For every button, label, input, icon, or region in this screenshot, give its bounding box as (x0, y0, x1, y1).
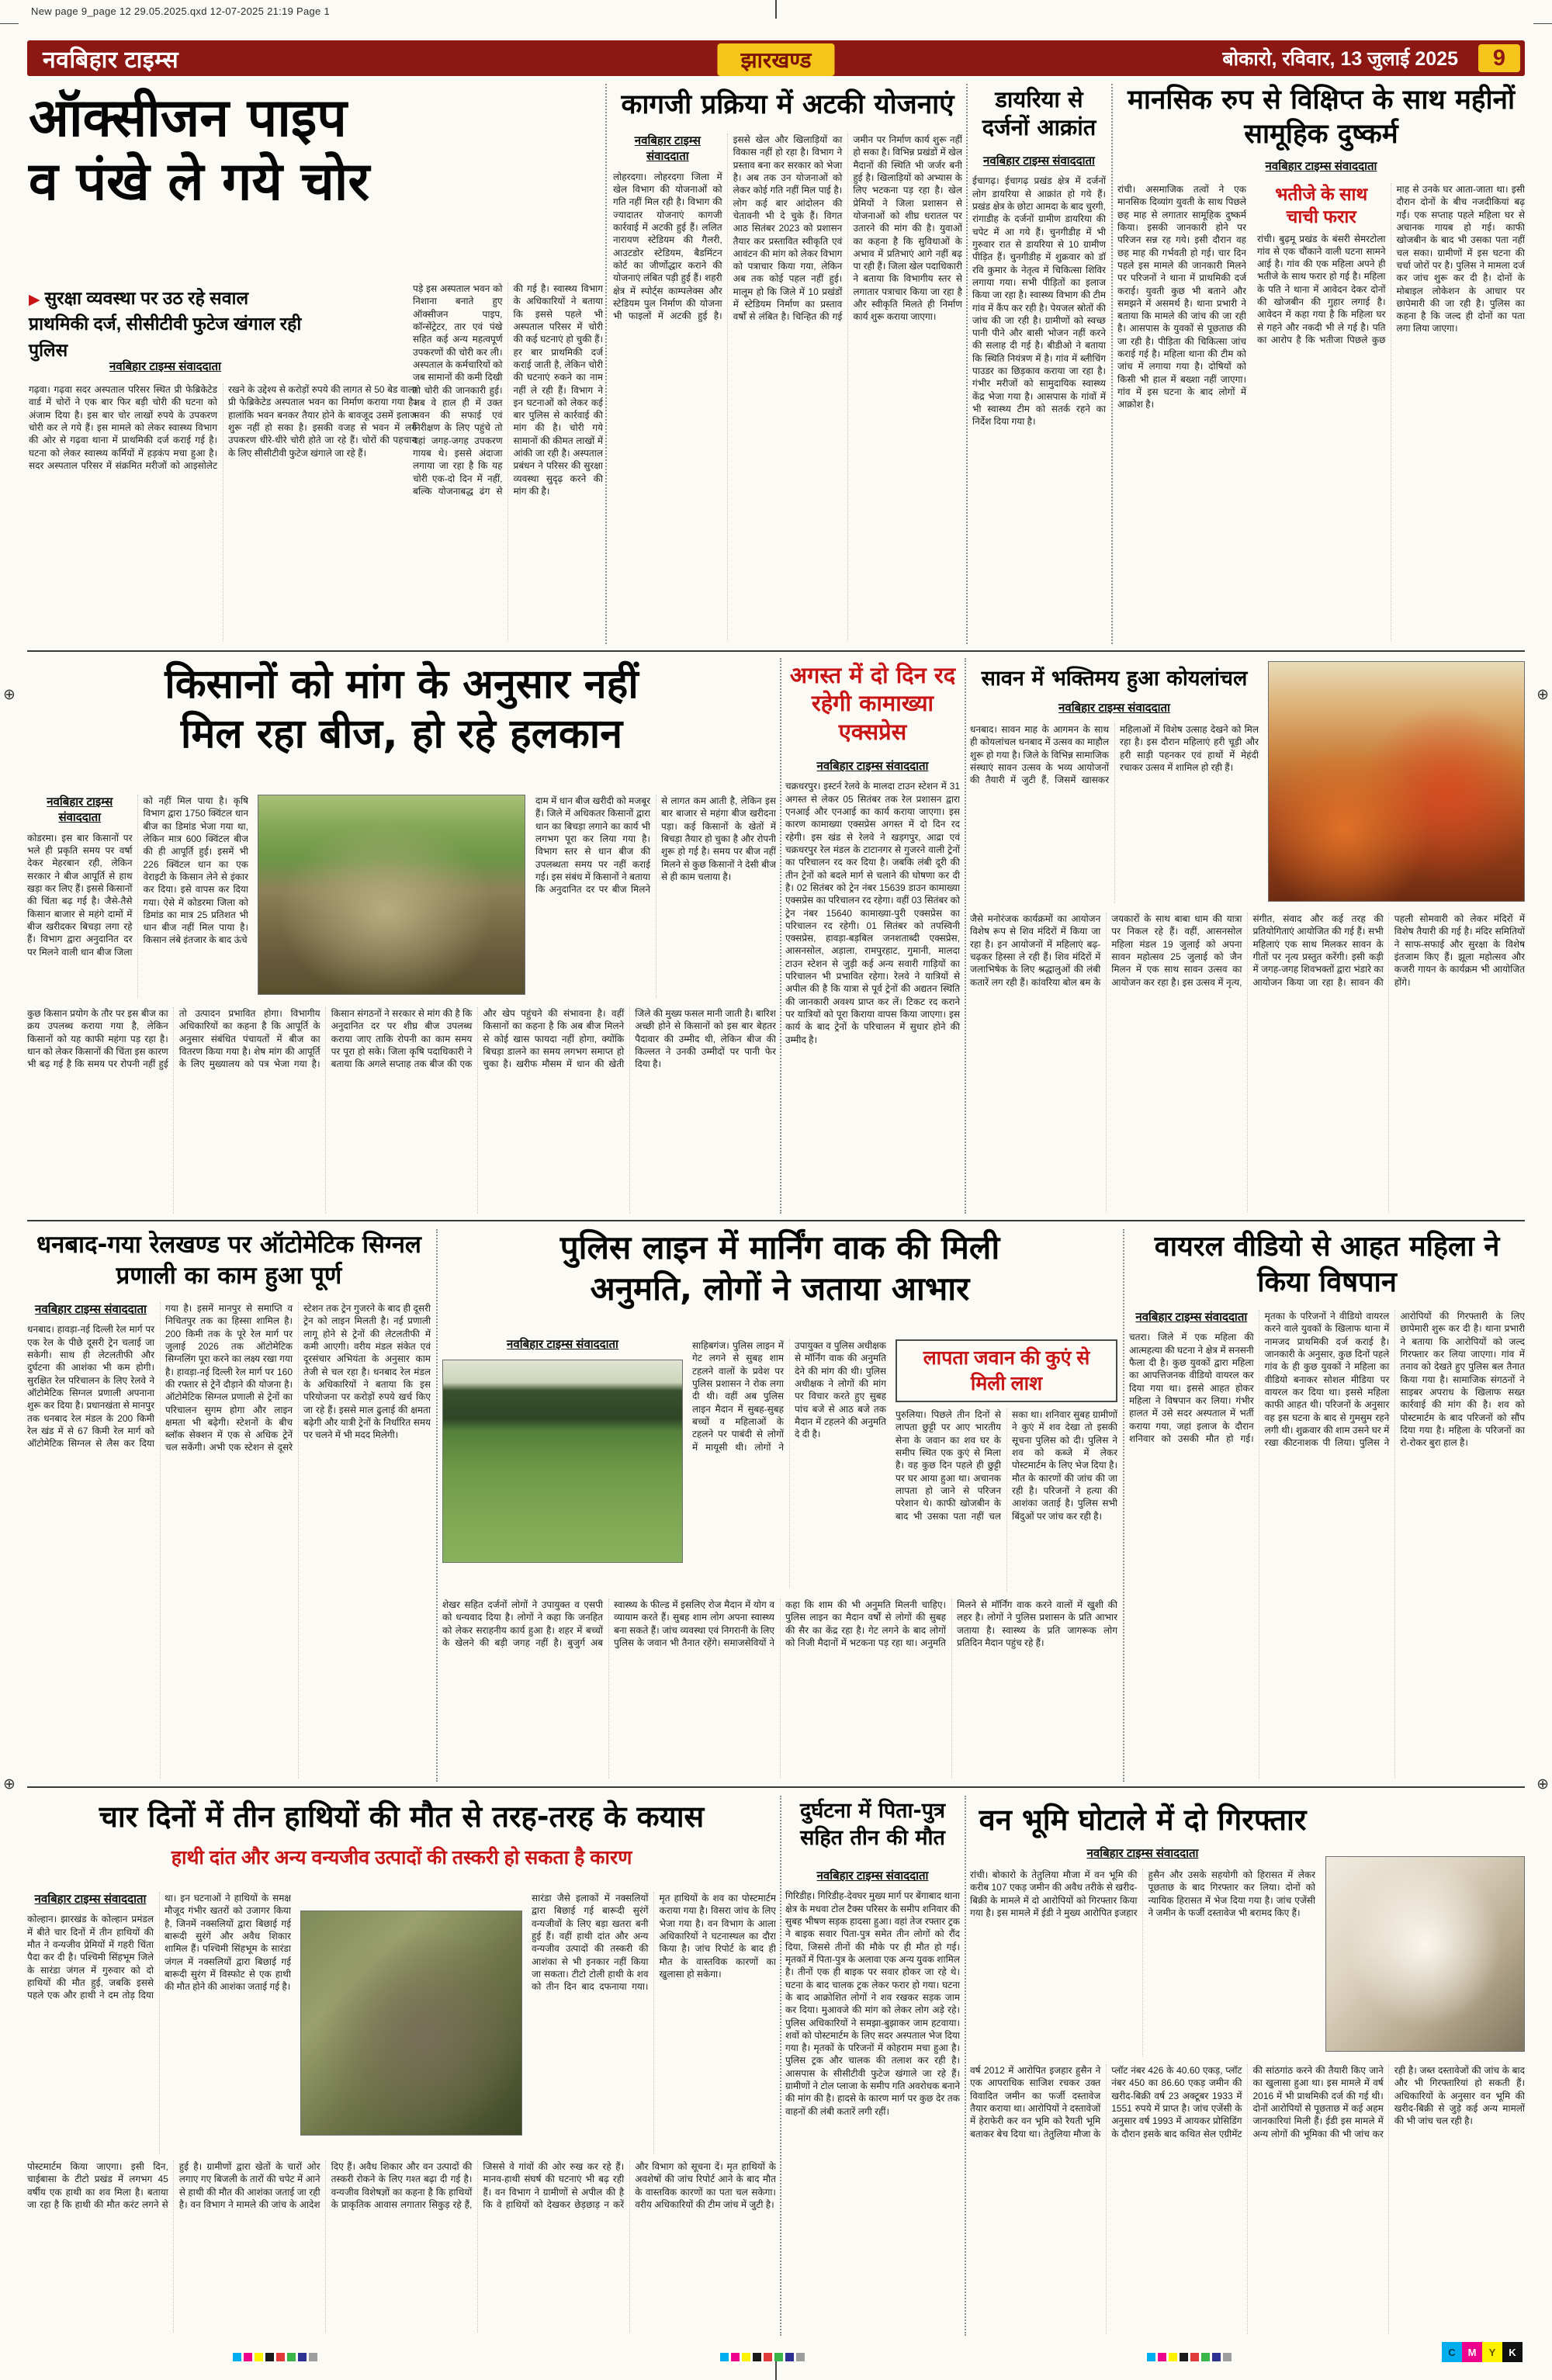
article-morning-walk (442, 1228, 1117, 1783)
sub-article-missing-soldier (896, 1339, 1117, 1592)
article-body: चतरा। जिले में एक महिला की आत्महत्या की घटना ने क्षेत्र में सनसनी फैला दी है। कुछ युवकों द्वारा महिला का आपत्तिजनक वीडियो वायरल कर दिया गया था। इससे आहत होकर महिला ने विषपान कर लिया। गंभीर हालत में उसे सदर अस्पताल में भर्ती कराया गया, जहां इलाज के दौरान शनिवार को उसकी मौत हो गई। मृतका के परिजनों ने वीडियो वायरल करने वाले युवकों के खिलाफ थाना में नामजद प्राथमिकी दर्ज कराई है। जानकारी के अनुसार, कुछ दिनों पहले गांव के ही कुछ युवकों ने महिला का वीडियो बनाकर सोशल मीडिया पर वायरल कर दिया था। इससे महिला काफी आहत थी। परिजनों के अनुसार वह इस घटना के बाद से गुमसुम रहने लगी थी। शुक्रवार की शाम उसने घर में रखा कीटनाशक पी लिया। पुलिस ने आरोपियों की गिरफ्तारी के लिए छापेमारी शुरू कर दी है। थाना प्रभारी ने बताया कि आरोपियों को जल्द गिरफ्तार कर लिया जाएगा। गांव में तनाव को देखते हुए पुलिस बल तैनात किया गया है। सामाजिक संगठनों ने साइबर अपराध के खिलाफ सख्त कार्रवाई की मांग की है। शव को पोस्टमार्टम के बाद परिजनों को सौंप दिया गया है। महिला के परिजनों का रो-रोकर बुरा हाल है। (1129, 1311, 1525, 1449)
edition-badge: झारखण्ड (717, 43, 834, 76)
masthead-bar (27, 40, 1525, 76)
article-body: गढ़वा। गढ़वा सदर अस्पताल परिसर स्थित प्री फेब्रिकेटेड वार्ड में चोरों ने एक बार फिर बड़ी चोरी की घटना को अंजाम दिया है। इस बार चोर लाखों रुपये के उपकरण चोरी कर ले गये हैं। इस मामले को लेकर स्वास्थ्य विभाग की ओर से गढ़वा थाना में प्राथमिकी दर्ज कराई गई है। घटना को लेकर स्वास्थ्य कर्मियों में हड़कंप मचा हुआ है। सदर अस्पताल परिसर में संक्रमित मरीजों को आइसोलेट रखने के उद्देश्य से करोड़ों रुपये की लागत से 50 बेड वाला प्री फेब्रिकेटेड अस्पताल भवन का निर्माण कराया गया है। हालांकि भवन बनकर तैयार होने के बावजूद उसमें इलाज शुरू नहीं हो सका है। इसकी वजह से भवन में लगे उपकरण धीरे-धीरे चोरी होते जा रहे हैं। चोरों की पहचान के लिए सीसीटीवी फुटेज खंगाले जा रहे हैं। (29, 384, 417, 471)
dateline: बोकारो, रविवार, 13 जुलाई 2025 (1222, 48, 1458, 70)
yellow-block: Y (1482, 2342, 1502, 2362)
byline: नवबिहार टाइम्स संवाददाता (634, 134, 701, 164)
article-body-wrap (27, 795, 248, 998)
cyan-block: C (1442, 2342, 1462, 2362)
article-body: गिरिडीह। गिरिडीह-देवघर मुख्य मार्ग पर बेंगाबाद थाना क्षेत्र के मधवा टोल टैक्स परिसर के समीप शनिवार की सुबह भीषण सड़क हादसा हुआ। वहां तेज रफ्तार ट्रक ने बाइक सवार पिता-पुत्र समेत तीन लोगों को रौंद दिया, जिससे तीनों की मौके पर ही मौत हो गई। मृतकों में पिता-पुत्र के अलावा एक अन्य युवक शामिल है। तीनों एक ही बाइक पर सवार होकर जा रहे थे। घटना के बाद चालक ट्रक लेकर फरार हो गया। घटना के बाद आक्रोशित लोगों ने शव रखकर सड़क जाम कर दिया। मुआवजे की मांग को लेकर लोग अड़े रहे। पुलिस अधिकारियों ने समझा-बुझाकर जाम हटवाया। शवों को पोस्टमार्टम के लिए सदर अस्पताल भेज दिया गया है। मृतकों के परिजनों में कोहराम मचा हुआ है। पुलिस ट्रक और चालक की तलाश कर रही है। आसपास के सीसीटीवी फुटेज खंगाले जा रहे हैं। ग्रामीणों ने टोल प्लाजा के समीप गति अवरोधक बनाने की मांग की है। हादसे के कारण मार्ग पर कुछ देर तक वाहनों की लंबी कतारें लगी रहीं। (785, 1890, 960, 2117)
article-headline: कागजी प्रक्रिया में अटकी योजनाएं (621, 89, 954, 120)
article-kamakhya-express (785, 656, 960, 1217)
article-road-accident (785, 1794, 960, 2337)
headline-line: मिल रहा बीज, हो रहे हलकान (180, 711, 623, 758)
magenta-block: M (1462, 2342, 1482, 2362)
crop-mark (1533, 23, 1552, 24)
byline: नवबिहार टाइम्स संवाददाता (816, 760, 929, 773)
divider (27, 1220, 1525, 1221)
registration-mark-icon: ⊕ (3, 1776, 16, 1793)
article-forest-land-scam (970, 1794, 1525, 2337)
article-subheadline: हाथी दांत और अन्य वन्यजीव उत्पादों की तस्करी हो सकता है कारण (171, 1847, 632, 1869)
article-headline: अगस्त में दो दिन रद रहेगी कामाख्या एक्सप्रेस (789, 662, 956, 745)
color-registration-strip (720, 2353, 805, 2361)
divider (27, 1786, 1525, 1788)
article-oxygen-theft (27, 82, 603, 646)
divider (965, 658, 966, 1214)
article-body: ईचागढ़। ईचागढ़ प्रखंड क्षेत्र में दर्जनों लोग डायरिया से आक्रांत हो गये हैं। प्रखंड क्षेत्र के छोटा आमदा के बाद चुरगी, रांगाडीह के दर्जनों ग्रामीण डायरिया की चपेट में आ गये हैं। चुनगीडीह में भी गुरुवार रात से डायरिया से 10 ग्रामीण पीड़ित हैं। चुनगीडीह में शुक्रवार को डॉ रवि कुमार के नेतृत्व में चिकित्सा शिविर लगाया गया। सभी पीड़ितों का इलाज किया जा रहा है। स्वास्थ्य विभाग की टीम गांव में कैंप कर रही है। पेयजल स्रोतों की जांच की जा रही है। ग्रामीणों को स्वच्छ पानी पीने और बासी भोजन नहीं करने की सलाह दी गई है। बीडीओ ने बताया कि स्थिति नियंत्रण में है। गांव में ब्लीचिंग पाउडर का छिड़काव कराया जा रहा है। गंभीर मरीजों को सामुदायिक स्वास्थ्य केंद्र भेजा गया है। आसपास के गांवों में भी स्वास्थ्य टीम को सतर्क रहने का निर्देश दिया गया है। (972, 175, 1106, 428)
registration-mark-icon: ⊕ (3, 687, 16, 703)
article-body: सारंडा जैसे इलाकों में नक्सलियों द्वारा बिछाई गई बारूदी सुरंगें वन्यजीवों के लिए बड़ा खतरा बनी हुई हैं। वहीं हाथी दांत और अन्य वन्यजीव उत्पादों की तस्करी की आशंका से भी इनकार नहीं किया जा सकता। टीटो टोली हाथी के शव को तीन दिन बाद दफनाया गया। मृत हाथियों के शव का पोस्टमार्टम कराया गया है। विसरा जांच के लिए भेजा गया है। वन विभाग के आला अधिकारियों ने घटनास्थल का दौरा किया है। जांच रिपोर्ट के बाद ही मौत के वास्तविक कारणों का खुलासा हो सकेगा। (532, 1893, 776, 1993)
print-slug-line: New page 9_page 12 29.05.2025.qxd 12-07-2025 21:19 Page 1 (31, 5, 331, 17)
article-body-wrap (27, 1892, 291, 2154)
article-headline: धनबाद-गया रेलखण्ड पर ऑटोमेटिक सिग्नल प्रणाली का काम हुआ पूर्ण (36, 1231, 421, 1290)
article-body-wrap (972, 154, 1106, 641)
article-sawan-festivity (970, 656, 1525, 1217)
sub-article-headline: लापता जवान की कुएं से मिली लाश (896, 1339, 1117, 1402)
byline: नवबिहार टाइम्स संवाददाता (983, 154, 1095, 168)
article-body: शेखर सहित दर्जनों लोगों ने उपायुक्त व एसपी को धन्यवाद दिया है। लोगों ने कहा कि जनहित को लेकर सराहनीय कार्य हुआ है। शहर में बच्चों के खेलने की बड़ी जगह नहीं है। बुजुर्ग अब स्वास्थ्य के फील्ड में इसलिए रोज मैदान में योग व व्यायाम करते हैं। सुबह शाम लोग अपना स्वास्थ्य बना सकते हैं। जांच व्यवस्था एवं निगरानी के लिए पुलिस के जवान भी तैनात रहेंगे। समाजसेवियों ने कहा कि शाम की भी अनुमति मिलनी चाहिए। पुलिस लाइन का मैदान वर्षों से लोगों की सुबह की सैर का केंद्र रहा है। गेट लगने के बाद लोगों को निजी मैदानों में भटकना पड़ रहा था। अनुमति मिलने से मॉर्निंग वाक करने वालों में खुशी की लहर है। लोगों ने पुलिस प्रशासन के प्रति आभार जताया है। स्वास्थ्य के प्रति जागरूक लोग प्रतिदिन मैदान पहुंच रहे हैं। (442, 1599, 1117, 1648)
article-headline (27, 656, 776, 760)
article-body: कोल्हान। झारखंड के कोल्हान प्रमंडल में बीते चार दिनों में तीन हाथियों की मौत ने वन्यजीव प्रेमियों में गहरी चिंता पैदा कर दी है। पश्चिमी सिंहभूम जिले के सारंडा जंगल में गुरुवार को दो हाथियों की मौत हुई, जबकि इससे पहले एक और हाथी ने दम तोड़ दिया था। इन घटनाओं ने हाथियों के समक्ष मौजूद गंभीर खतरों को उजागर किया है, जिनमें नक्सलियों द्वारा बिछाई गई बारूदी सुरंगें और अवैध शिकार शामिल हैं। पश्चिमी सिंहभूम के सारंडा जंगल में नक्सलियों द्वारा बिछाई गई बारूदी सुरंग में विस्फोट से एक हाथी की मौत होने की आशंका जताई गई है। (27, 1893, 291, 2001)
crop-mark (0, 23, 19, 24)
divider (1123, 1229, 1124, 1782)
color-registration-strip (1147, 2353, 1232, 2361)
article-headline: सावन में भक्तिमय हुआ कोयलांचल (981, 667, 1248, 691)
article-automatic-signal (27, 1228, 431, 1783)
headline-line: अनुमति, लोगों ने जताया आभार (590, 1269, 970, 1308)
divider (436, 1229, 438, 1782)
sub-article-body: पुरुलिया। पिछले तीन दिनों से लापता छुट्टी पर आए भारतीय सेना के जवान का शव घर के समीप स्थित एक कुएं से मिला है। वह कुछ दिन पहले ही छुट्टी पर घर आया हुआ था। अचानक लापता हो जाने से परिजन परेशान थे। काफी खोजबीन के बाद भी उसका पता नहीं चल सका था। शनिवार सुबह ग्रामीणों ने कुएं में शव देखा तो इसकी सूचना पुलिस को दी। पुलिस ने शव को कब्जे में लेकर पोस्टमार्टम के लिए भेज दिया है। मौत के कारणों की जांच की जा रही है। परिजनों ने हत्या की आशंका जताई है। पुलिस सभी बिंदुओं पर जांच कर रही है। (896, 1409, 1117, 1522)
article-headline (442, 1228, 1117, 1309)
article-body: जैसे मनोरंजक कार्यक्रमों का आयोजन विशेष रूप से शिव मंदिरों में किया जा रहा है। इन आयोजनों में महिलाएं बढ़-चढ़कर हिस्सा ले रही हैं। शिव मंदिरों में जलाभिषेक के लिए श्रद्धालुओं की लंबी कतारें लग रही हैं। कांवरिया बोल बम के जयकारों के साथ बाबा धाम की यात्रा पर निकल रहे हैं। वहीं, आसनसोल महिला मंडल 19 जुलाई को अपना सावन महोत्सव 25 जुलाई को जैन मिलन में एक साथ सावन उत्सव का आयोजन कर रहा है। इस उत्सव में नृत्य, संगीत, संवाद और कई तरह की प्रतियोगिताएं आयोजित की गई हैं। सभी महिलाएं एक साथ मिलकर सावन के गीतों पर नृत्य प्रस्तुत करेंगी। इसी कड़ी में जगह-जगह शिवभक्तों द्वारा भंडारे का आयोजन किया जा रहा है। सावन की पहली सोमवारी को लेकर मंदिरों में विशेष तैयारी की गई है। मंदिर समितियों ने साफ-सफाई और सुरक्षा के विशेष इंतजाम किए हैं। झूला महोत्सव और कजरी गायन के कार्यक्रम भी आयोजित होंगे। (970, 913, 1525, 988)
article-body: रांची। बोकारो के तेतुलिया मौजा में वन भूमि की करीब 107 एकड़ जमीन की अवैध तरीके से खरीद-बिक्री के मामले में दो आरोपियों को गिरफ्तार किया गया है। इस मामले में ईडी ने मुख्य आरोपित इजहार हुसैन और उसके सहयोगी को हिरासत में लेकर पूछताछ के बाद गिरफ्तार कर लिया। दोनों को न्यायिक हिरासत में भेज दिया गया है। जांच एजेंसी ने जमीन के फर्जी दस्तावेज भी बरामद किए हैं। (970, 1869, 1315, 1918)
crop-mark (775, 0, 777, 19)
byline: नवबिहार टाइम्स संवाददाता (35, 1303, 147, 1316)
sub-article-missing-aunt (1257, 183, 1525, 641)
kanwariya-procession-photo (1268, 661, 1525, 902)
article-body-wrap (1129, 1310, 1525, 1779)
byline: नवबिहार टाइम्स संवाददाता (816, 1869, 929, 1883)
article-viral-video-poison (1129, 1228, 1525, 1783)
article-seed-shortage (27, 656, 776, 1217)
divider (605, 84, 607, 644)
kicker-arrow-icon: ▶ (29, 292, 40, 308)
article-elephant-deaths (27, 1794, 776, 2337)
headline-line: किसानों को मांग के अनुसार नहीं (165, 661, 639, 708)
handcuffed-hands-photo (1325, 1856, 1525, 2052)
article-body: पड़े इस अस्पताल भवन को निशाना बनाते हुए ऑक्सीजन पाइप, कॉन्सेंट्रेटर, तार एवं पंखे सहित कई अन्य महत्वपूर्ण उपकरणों की चोरी कर ली। अस्पताल के कर्मचारियों को जब सामानों की कमी दिखी तो चोरी की जानकारी हुई। जब वे हाल ही में उक्त भवन की सफाई एवं निरीक्षण के लिए पहुंचे तो वहां जगह-जगह उपकरण गायब थे। इससे अंदाजा लगाया जा रहा है कि यह चोरी एक-दो दिन में नहीं, बल्कि योजनाबद्ध ढंग से की गई है। स्वास्थ्य विभाग के अधिकारियों ने बताया कि इससे पहले भी अस्पताल परिसर में चोरी की कई घटनाएं हो चुकी हैं। हर बार प्राथमिकी दर्ज कराई जाती है, लेकिन चोरी की घटनाएं रुकने का नाम नहीं ले रही हैं। विभाग ने इन घटनाओं को लेकर कई बार पुलिस से कार्रवाई की मांग की है। चोरी गये सामानों की कीमत लाखों में आंकी जा रही है। अस्पताल प्रबंधन ने परिसर की सुरक्षा व्यवस्था सुदृढ़ करने की मांग की है। (413, 283, 603, 497)
article-body-wrap (785, 759, 960, 1214)
byline: नवबिहार टाइम्स संवाददाता (1086, 1847, 1199, 1860)
byline: नवबिहार टाइम्स संवाददाता (507, 1338, 618, 1351)
article-body: लोहरदगा। लोहरदगा जिला में खेल विभाग की योजनाओं को गति नहीं मिल रही है। विभाग की ज्यादातर योजनाएं कागजी कार्रवाई में अटकी हुई हैं। ललित नारायण स्टेडियम की गैलरी, आउटडोर स्टेडियम, बैडमिंटन कोर्ट का जीर्णोद्धार कराने की योजनाएं लंबित पड़ी हुई हैं। शहरी क्षेत्र में स्पोर्ट्स काम्पलेक्स और स्टेडियम पुल निर्माण की योजना भी फाइलों में अटकी हुई है। इससे खेल और खिलाड़ियों का विकास नहीं हो रहा है। विभाग ने प्रस्ताव बना कर सरकार को भेजा है। अब तक उन योजनाओं को लेकर कोई गति नहीं मिल पाई है। लोग कई बार आंदोलन की चेतावनी भी दे चुके हैं। विगत आठ सितंबर 2023 को प्रशासन तैयार कर प्रस्तावित स्वीकृति एवं आवंटन की मांग को लेकर विभाग को पत्राचार किया गया, लेकिन अब तक कोई पहल नहीं हुई। मालूम हो कि जिले में 10 प्रखंडों में स्टेडियम निर्माण का प्रस्ताव वर्षों से लंबित है। चिन्हित की गई जमीन पर निर्माण कार्य शुरू नहीं हो सका है। विभिन्न प्रखंडों में खेल मैदानों की स्थिति भी जर्जर बनी हुई है। खिलाड़ियों को अभ्यास के लिए भटकना पड़ रहा है। खेल प्रेमियों ने जिला प्रशासन से योजनाओं को शीघ्र धरातल पर उतारने की मांग की है। युवाओं का कहना है कि सुविधाओं के अभाव में प्रतिभाएं आगे नहीं बढ़ पा रही हैं। जिला खेल पदाधिकारी ने बताया कि विभागीय स्तर से लगातार पत्राचार किया जा रहा है और स्वीकृति मिलते ही निर्माण कार्य शुरू कराया जाएगा। (613, 134, 962, 323)
article-body: रांची। असमाजिक तत्वों ने एक मानसिक दिव्यांग युवती के साथ पिछले छह माह से लगातार सामूहिक दुष्कर्म किया। इसकी जानकारी होने पर परिजन सन्न रह गये। इसी दौरान वह छह माह की गर्भवती हो गई। चार दिन पहले इस मामले की जानकारी मिलने पर परिजनों ने थाना में प्राथमिकी दर्ज कराई। युवती कुछ भी बताने और समझने में असमर्थ है। थाना प्रभारी ने बताया कि मामले की जांच की जा रही है। आसपास के युवकों से पूछताछ की जा रही है। पीड़िता की चिकित्सा जांच कराई गई है। महिला थाना की टीम को जांच में लगाया गया है। दोषियों को किसी भी हाल में बख्शा नहीं जाएगा। गांव में इस घटना के बाद लोगों में आक्रोश है। (1117, 184, 1246, 411)
crop-mark (775, 2361, 777, 2380)
kicker-line: सुरक्षा व्यवस्था पर उठ रहे सवाल (44, 288, 249, 308)
sub-article-body: रांची। बुढ़मू प्रखंड के बंसरी सेमरटोला गांव से एक चौंकाने वाली घटना सामने आई है। गांव की एक महिला अपने ही भतीजे के साथ फरार हो गई है। महिला के पति ने थाना में आवेदन देकर दोनों की खोजबीन की गुहार लगाई है। आवेदन में कहा गया है कि महिला घर से गहने और नकदी भी ले गई है। पति का आरोप है कि भतीजा पिछले कुछ माह से उनके घर आता-जाता था। इसी दौरान दोनों के बीच नजदीकियां बढ़ गईं। एक सप्ताह पहले महिला घर से अचानक गायब हो गई। काफी खोजबीन के बाद भी उसका पता नहीं चल सका। ग्रामीणों में इस घटना की चर्चा जोरों पर है। पुलिस ने मामला दर्ज कर जांच शुरू कर दी है। दोनों के मोबाइल लोकेशन के आधार पर छापेमारी की जा रही है। पुलिस का कहना है कि जल्द ही दोनों का पता लगा लिया जाएगा। (1257, 184, 1525, 345)
article-body: धनबाद। हावड़ा-नई दिल्ली रेल मार्ग पर एक रेल के पीछे दूसरी ट्रेन चलाई जा सकेगी। साथ ही लेटलतीफी और दुर्घटना की आशंका भी कम होगी। सुरक्षित रेल परिचालन के लिए रेलवे ने ऑटोमेटिक सिग्नल प्रणाली अपनाना शुरू कर दिया है। प्रधानखंता से मानपुर तक धनबाद रेल मंडल के 200 किमी रेल खंड में से 67 किमी रेल मार्ग को ऑटोमेटिक सिग्नल से लैस कर दिया गया है। इसमें मानपुर से समाप्ति व निचितपुर तक का हिस्सा शामिल है। 200 किमी तक के पूरे रेल मार्ग पर जुलाई 2026 तक ऑटोमेटिक सिग्नलिंग पूरा करने का लक्ष्य रखा गया है। हावड़ा-नई दिल्ली रेल मार्ग पर 160 की रफ्तार से ट्रेनें दौड़ाने की योजना है। ऑटोमेटिक सिग्नल प्रणाली से ट्रेनों का परिचालन सुगम होगा और लाइन क्षमता भी बढ़ेगी। स्टेशनों के बीच ब्लॉक सेक्शन में एक से अधिक ट्रेनें चल सकेंगी। अभी एक स्टेशन से दूसरे स्टेशन तक ट्रेन गुजरने के बाद ही दूसरी ट्रेन को लाइन मिलती है। नई प्रणाली लागू होने से ट्रेनों की लेटलतीफी में कमी आएगी। वरीय मंडल संकेत एवं दूरसंचार अभियंता के अनुसार काम तेजी से चल रहा है। धनबाद रेल मंडल के अधिकारियों ने बताया कि इस परियोजना पर करोड़ों रुपये खर्च किए जा रहे हैं। इससे माल ढुलाई की क्षमता बढ़ेगी और यात्री ट्रेनों के निर्धारित समय पर चलने में भी मदद मिलेगी। (27, 1303, 431, 1453)
byline: नवबिहार टाइम्स संवाददाता (1058, 702, 1170, 715)
byline: नवबिहार टाइम्स संवाददाता (109, 360, 221, 373)
article-body: दाम में धान बीज खरीदी को मजबूर हैं। जिले में अधिकतर किसानों द्वारा धान का बिचड़ा लगाने का कार्य भी लगभग पूरा कर लिया गया है। विभाग स्तर से धान बीज की उपलब्धता समय पर नहीं कराई गई। इस संबंध में किसानों ने बताया कि अनुदानित दर पर बीज मिलने से लागत कम आती है, लेकिन इस बार बाजार से महंगा बीज खरीदना पड़ा। कई किसानों के खेतों में बिचड़ा तैयार हो चुका है और रोपनी शुरू हो गई है। समय पर बीज नहीं मिलने से कुछ किसानों ने देसी बीज से ही काम चलाया है। (535, 795, 776, 896)
article-body: कुछ किसान प्रयोग के तौर पर इस बीज का क्रय उपलब्ध कराया गया है, लेकिन किसानों को यह काफी महंगा पड़ रहा है। धान को लेकर किसानों की चिंता इस कारण भी बढ़ गई है कि समय पर रोपनी नहीं हुई तो उत्पादन प्रभावित होगा। विभागीय अधिकारियों का कहना है कि आपूर्ति के अनुसार संबंधित पंचायतों में बीज का वितरण किया गया है। शेष मांग की आपूर्ति के लिए मुख्यालय को पत्र भेजा गया है। किसान संगठनों ने सरकार से मांग की है कि अनुदानित दर पर शीघ्र बीज उपलब्ध कराया जाए ताकि रोपनी का काम समय पर पूरा हो सके। जिला कृषि पदाधिकारी ने बताया कि अगले सप्ताह तक बीज की एक और खेप पहुंचने की संभावना है। वहीं किसानों का कहना है कि अब बीज मिलने से कोई खास फायदा नहीं होगा, क्योंकि बिचड़ा डालने का समय लगभग समाप्त हो चुका है। खरीफ मौसम में धान की खेती जिले की मुख्य फसल मानी जाती है। बारिश अच्छी होने से किसानों को इस बार बेहतर पैदावार की उम्मीद थी, लेकिन बीज की किल्लत ने उनकी उम्मीदों पर पानी फेर दिया है। (27, 1008, 776, 1070)
article-headline: मानसिक रुप से विक्षिप्त के साथ महीनों सामूहिक दुष्कर्म (1127, 85, 1516, 150)
byline: नवबिहार टाइम्स संवाददाता (34, 1893, 147, 1906)
article-headline: चार दिनों में तीन हाथियों की मौत से तरह-तरह के कयास (99, 1800, 705, 1834)
headline-line: व पंखे ले गये चोर (29, 151, 370, 213)
article-body: वर्ष 2012 में आरोपित इजहार हुसैन ने एक आपराधिक साजिश रचकर उक्त विवादित जमीन का फर्जी दस्तावेज तैयार कराया था। आरोपियों ने दस्तावेजों में हेराफेरी कर वन भूमि को रैयती भूमि बताकर बेच दिया था। तेतुलिया मौजा के प्लॉट नंबर 426 के 40.60 एकड़, प्लॉट नंबर 450 का 86.60 एकड़ जमीन की खरीद-बिक्री वर्ष 23 अक्टूबर 1933 में 1551 रुपये में प्राप्त है। जांच एजेंसी के अनुसार वर्ष 1993 में आयकर प्रोसिडिंग के दौरान इसके बाद कथित सेल एग्रीमेंट की सांठगांठ करने की तैयारी किए जाने का खुलासा हुआ था। इस मामले में वर्ष 2016 में भी प्राथमिकी दर्ज की गई थी। दोनों आरोपियों से पूछताछ में कई अहम जानकारियां मिली हैं। ईडी इस मामले में अन्य लोगों की भूमिका की भी जांच कर रही है। जब्त दस्तावेजों की जांच के बाद और भी गिरफ्तारियां हो सकती हैं। अधिकारियों के अनुसार वन भूमि की खरीद-बिक्री से जुड़े कई अन्य मामलों की भी जांच चल रही है। (970, 2065, 1525, 2139)
article-headline: वन भूमि घोटाले में दो गिरफ्तार (979, 1803, 1307, 1837)
divider (780, 658, 781, 1214)
article-body: कोडरमा। इस बार किसानों पर भले ही प्रकृति समय पर वर्षा देकर मेहरबान रही, लेकिन सरकार ने बीज आपूर्ति से हाथ खड़ा कर लिए हैं। इससे किसानों की चिंता बढ़ गई है। जैसे-तैसे किसान बाजार से महंगे दामों में बीज खरीदकर बिचड़ा लगा रहे हैं। विभाग द्वारा अनुदानित दर पर मिलने वाली धान बीज जिला को नहीं मिल पाया है। कृषि विभाग द्वारा 1750 क्विंटल धान बीज का डिमांड भेजा गया था, लेकिन मात्र 600 क्विंटल बीज की ही आपूर्ति हुई। इसमें भी 226 क्विंटल धान का एक वेराइटी के किसान लेने से इंकार कर दिया। इसे वापस कर दिया गया। ऐसे में कोडरमा जिला को डिमांड का मात्र 25 प्रतिशत भी धान बीज नहीं मिल पाया है। किसान लंबे इंतजार के बाद ऊंचे (27, 795, 248, 958)
headline-line: ऑक्सीजन पाइप (29, 88, 347, 149)
byline: नवबिहार टाइम्स संवाददाता (1265, 160, 1377, 173)
registration-mark-icon: ⊕ (1536, 1776, 1549, 1793)
divider (780, 1796, 781, 2336)
divider (27, 650, 1525, 652)
color-registration-strip (233, 2353, 317, 2361)
article-paper-schemes (613, 82, 962, 646)
headline-line: पुलिस लाइन में मार्निंग वाक की मिली (559, 1228, 1000, 1266)
article-headline (29, 87, 421, 213)
article-headline: वायरल वीडियो से आहत महिला ने किया विषपान (1154, 1231, 1500, 1299)
police-line-ground-photo (442, 1360, 683, 1563)
paddy-field-photo (258, 795, 525, 995)
byline: नवबिहार टाइम्स संवाददाता (1135, 1311, 1248, 1324)
kicker (29, 286, 302, 363)
article-body: धनबाद। सावन माह के आगमन के साथ ही कोयलांचल धनबाद में उत्सव का माहौल शुरू हो गया है। जिले के विभिन्न सामाजिक संस्थाएं सावन उत्सव के भव्य आयोजनों की तैयारी में जुटी हैं, जिसमें खासकर महिलाओं में विशेष उत्साह देखने को मिल रहा है। इस दौरान महिलाएं हरी चूड़ी और हरी साड़ी पहनकर एवं हाथों में मेहंदी रचाकर उत्सव में शामिल हो रही हैं। (970, 724, 1259, 786)
newspaper-name: नवबिहार टाइम्स (43, 47, 179, 73)
article-body: चक्रधरपुर। इस्टर्न रेलवे के मालदा टाउन स्टेशन में 31 अगस्त से लेकर 05 सितंबर तक रेल प्रशासन द्वारा एनआई और एनआई का कार्य कराया जाएगा। इस कारण कामाख्या एक्सप्रेस अगस्त में दो दिन रद रहेगी। इस खंड से रेलवे ने खड़गपुर, आद्रा एवं चक्रधरपुर रेल मंडल के टाटानगर से गुजरने वाली ट्रेनों का परिचालन रद कर दिया है। जबकि लंबी दूरी की तीन ट्रेनों को बदले मार्ग से चलाने की घोषणा कर दी है। 02 सितंबर को ट्रेन नंबर 15639 डाउन कामाख्या एक्सप्रेस का परिचालन रद रहेगा। वहीं 03 सितंबर को ट्रेन नंबर 15640 कामाख्या-पुरी एक्सप्रेस का परिचालन रद रहेगी। 01 सितंबर को तपस्विनी एक्सप्रेस, हावड़ा-बड़बिल जनशताब्दी एक्सप्रेस, आसनसोल, अड़ाला, रामपुरहाट, गुमानी, मालदा टाउन स्टेशन से जुड़ी कई अन्य सवारी गाड़ियों का परिचालन भी प्रभावित रहेगा। रेलवे ने यात्रियों से अपील की है कि यात्रा से पूर्व ट्रेनों की अद्यतन स्थिति की जानकारी अवश्य प्राप्त कर लें। टिकट रद कराने पर यात्रियों को पूरा किराया वापस किया जाएगा। इस कार्य के बाद ट्रेनों के परिचालन में सुधार होने की उम्मीद है। (785, 781, 960, 1045)
kicker-line: प्राथमिकी दर्ज, सीसीटीवी फुटेज खंगाल रही पुलिस (29, 314, 302, 360)
page-number: 9 (1478, 44, 1520, 72)
black-block: K (1502, 2342, 1523, 2362)
article-body-wrap (613, 133, 962, 641)
divider (1111, 84, 1113, 644)
article-assault-case (1117, 82, 1525, 646)
sub-article-headline: भतीजे के साथ चाची फरार (1275, 184, 1368, 227)
registration-mark-icon: ⊕ (1536, 687, 1549, 703)
byline: नवबिहार टाइम्स संवाददाता (47, 795, 113, 825)
article-body: साहिबगंज। पुलिस लाइन में गेट लगने से सुबह शाम टहलने वालों के प्रवेश पर पुलिस प्रशासन ने रोक लगा दी थी। वहीं अब पुलिस लाइन मैदान में सुबह-सुबह बच्चों व महिलाओं के टहलने पर पाबंदी से लोगों में मायूसी थी। लोगों ने उपायुक्त व पुलिस अधीक्षक से मॉर्निंग वाक की अनुमति देने की मांग की थी। पुलिस अधीक्षक ने लोगों की मांग पर विचार करते हुए सुबह पांच बजे से आठ बजे तक मैदान में टहलने की अनुमति दे दी है। (692, 1340, 886, 1453)
article-body-wrap (27, 1302, 431, 1779)
article-headline: दुर्घटना में पिता-पुत्र सहित तीन की मौत (800, 1799, 945, 1851)
article-diarrhea (972, 82, 1106, 646)
divider (966, 84, 968, 644)
article-body-wrap (785, 1869, 960, 2334)
dead-elephant-photo (300, 1911, 522, 2136)
cmyk-registration-blocks (1442, 2342, 1523, 2362)
article-body: पोस्टमार्टम किया जाएगा। इसी दिन, चाईबासा के टीटो प्रखंड में लगभग 45 वर्षीय एक हाथी का शव मिला है। बताया जा रहा है कि हाथी की मौत करंट लगने से हुई है। ग्रामीणों द्वारा खेतों के चारों ओर लगाए गए बिजली के तारों की चपेट में आने से हाथी की मौत की आशंका जताई जा रही है। वन विभाग ने मामले की जांच के आदेश दिए हैं। अवैध शिकार और वन उत्पादों की तस्करी रोकने के लिए गश्त बढ़ा दी गई है। वन्यजीव विशेषज्ञों का कहना है कि हाथियों के प्राकृतिक आवास लगातार सिकुड़ रहे हैं, जिससे वे गांवों की ओर रुख कर रहे हैं। मानव-हाथी संघर्ष की घटनाएं भी बढ़ रही हैं। वन विभाग ने ग्रामीणों से अपील की है कि वे हाथियों को देखकर छेड़छाड़ न करें और विभाग को सूचना दें। मृत हाथियों के अवशेषों की जांच रिपोर्ट आने के बाद मौत के वास्तविक कारणों का पता चल सकेगा। वरीय अधिकारियों की टीम जांच में जुटी है। (27, 2161, 776, 2210)
divider (965, 1796, 966, 2336)
article-headline: डायरिया से दर्जनों आक्रांत (982, 86, 1096, 141)
